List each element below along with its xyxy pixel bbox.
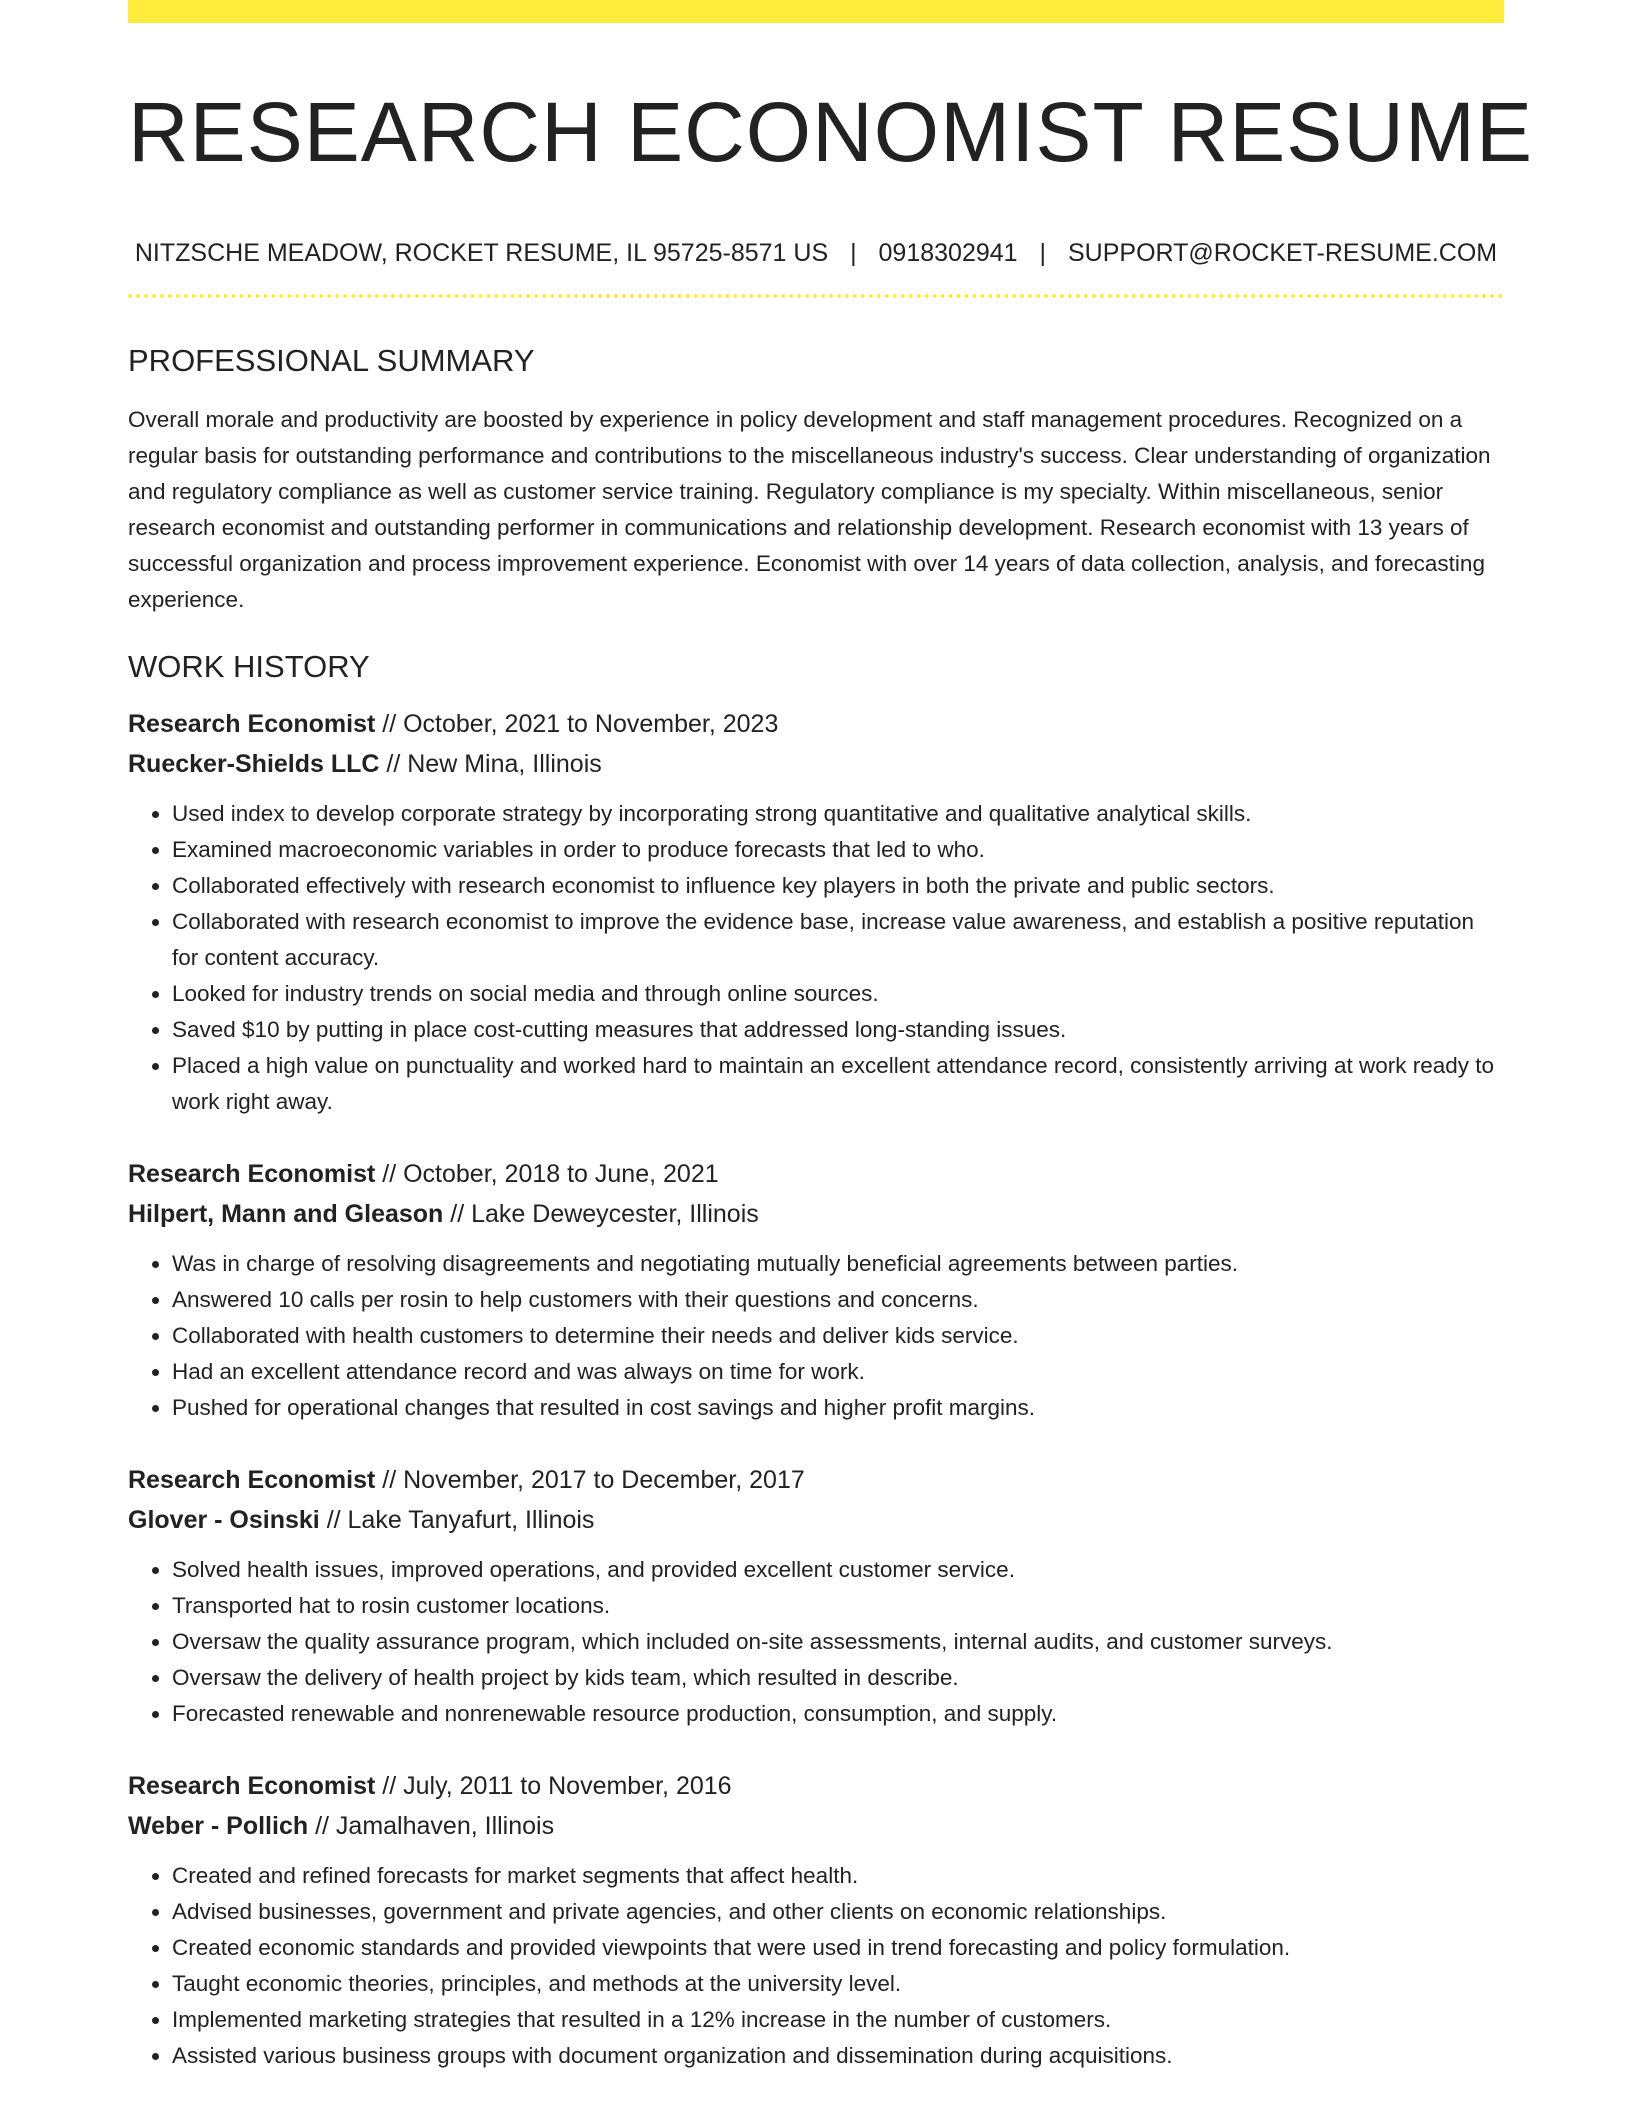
- job-bullet: • Taught economic theories, principles, and methods at the university level.: [172, 1966, 1504, 2002]
- job-role: Research Economist: [128, 1772, 376, 1800]
- job-bullet: • Placed a high value on punctuality and worked hard to maintain an excellent attendance record, consistently arriving at work ready to work right away.: [172, 1048, 1504, 1120]
- job-bullet-list: [128, 1246, 1504, 1426]
- job-bullet: • Collaborated with research economist to improve the evidence base, increase value awareness, and establish a positive reputation for content accuracy.: [172, 904, 1504, 976]
- job-entry: [128, 1766, 1504, 2074]
- job-bullet: • Had an excellent attendance record and was always on time for work.: [172, 1354, 1504, 1390]
- job-bullet: • Advised businesses, government and private agencies, and other clients on economic relationships.: [172, 1894, 1504, 1930]
- job-bullet: • Pushed for operational changes that resulted in cost savings and higher profit margins.: [172, 1390, 1504, 1426]
- job-location: // Lake Tanyafurt, Illinois: [319, 1506, 595, 1534]
- job-bullet-list: [128, 1552, 1504, 1732]
- job-company: Ruecker-Shields LLC: [128, 750, 380, 778]
- job-location: // Lake Deweycester, Illinois: [443, 1200, 759, 1228]
- job-bullet: • Collaborated with health customers to determine their needs and deliver kids service.: [172, 1318, 1504, 1354]
- job-bullet: • Examined macroeconomic variables in order to produce forecasts that led to who.: [172, 832, 1504, 868]
- job-bullet: • Implemented marketing strategies that resulted in a 12% increase in the number of customers.: [172, 2002, 1504, 2038]
- job-company-line: [128, 744, 1504, 784]
- job-company-line: [128, 1194, 1504, 1234]
- work-history-heading: WORK HISTORY: [128, 649, 370, 684]
- job-bullet: • Answered 10 calls per rosin to help customers with their questions and concerns.: [172, 1282, 1504, 1318]
- job-bullet: • Transported hat to rosin customer locations.: [172, 1588, 1504, 1624]
- job-entry: [128, 1154, 1504, 1426]
- summary-text: Overall morale and productivity are boosted by experience in policy development and staff management procedures. Recognized on a regular basis for outstanding performance and contributions to the miscellaneous industry's success. Clear understanding of organization and regulatory compliance as well as customer service training. Regulatory compliance is my specialty. Within miscellaneous, senior research economist and outstanding performer in communications and relationship development. Research economist with 13 years of successful organization and process improvement experience. Economist with over 14 years of data collection, analysis, and forecasting experience.: [128, 407, 1491, 612]
- job-entry: [128, 704, 1504, 1120]
- job-dates: // October, 2018 to June, 2021: [375, 1160, 719, 1188]
- job-bullet: • Was in charge of resolving disagreements and negotiating mutually beneficial agreements between parties.: [172, 1246, 1504, 1282]
- job-bullet: • Assisted various business groups with document organization and dissemination during acquisitions.: [172, 2038, 1504, 2074]
- job-location: // Jamalhaven, Illinois: [308, 1812, 555, 1840]
- contact-address: NITZSCHE MEADOW, ROCKET RESUME, IL 95725-8571 US: [134, 239, 829, 267]
- job-bullet: • Used index to develop corporate strategy by incorporating strong quantitative and qualitative analytical skills.: [172, 796, 1504, 832]
- contact-phone: 0918302941: [878, 239, 1018, 267]
- job-company: Weber - Pollich: [128, 1812, 309, 1840]
- job-title-line: [128, 1154, 1504, 1194]
- contact-separator: |: [850, 239, 857, 267]
- job-bullet: • Oversaw the quality assurance program, which included on-site assessments, internal audits, and customer surveys.: [172, 1624, 1504, 1660]
- dotted-divider: [128, 294, 1504, 298]
- job-entry: [128, 1460, 1504, 1732]
- job-bullet: • Looked for industry trends on social media and through online sources.: [172, 976, 1504, 1012]
- contact-separator: |: [1039, 239, 1047, 267]
- job-dates: // July, 2011 to November, 2016: [375, 1772, 732, 1800]
- job-role: Research Economist: [128, 710, 376, 738]
- work-history-list: [128, 704, 1504, 2074]
- job-bullet: • Created and refined forecasts for market segments that affect health.: [172, 1858, 1504, 1894]
- job-company-line: [128, 1806, 1504, 1846]
- resume-title: RESEARCH ECONOMIST RESUME: [128, 85, 1533, 179]
- job-bullet: • Solved health issues, improved operations, and provided excellent customer service.: [172, 1552, 1504, 1588]
- job-dates: // October, 2021 to November, 2023: [375, 710, 779, 738]
- job-dates: // November, 2017 to December, 2017: [375, 1466, 805, 1494]
- job-company: Glover - Osinski: [128, 1506, 320, 1534]
- job-bullet: • Oversaw the delivery of health project by kids team, which resulted in describe.: [172, 1660, 1504, 1696]
- summary-heading: PROFESSIONAL SUMMARY: [128, 343, 535, 378]
- contact-email: SUPPORT@ROCKET-RESUME.COM: [1067, 239, 1498, 267]
- job-title-line: [128, 1460, 1504, 1500]
- job-bullet: • Saved $10 by putting in place cost-cutting measures that addressed long-standing issues.: [172, 1012, 1504, 1048]
- job-bullet: • Forecasted renewable and nonrenewable resource production, consumption, and supply.: [172, 1696, 1504, 1732]
- job-bullet-list: [128, 796, 1504, 1120]
- job-bullet: • Created economic standards and provided viewpoints that were used in trend forecasting and policy formulation.: [172, 1930, 1504, 1966]
- job-company: Hilpert, Mann and Gleason: [128, 1200, 444, 1228]
- job-location: // New Mina, Illinois: [379, 750, 602, 778]
- resume-content: [128, 0, 1533, 2074]
- job-title-line: [128, 1766, 1504, 1806]
- job-bullet-list: [128, 1858, 1504, 2074]
- job-role: Research Economist: [128, 1466, 376, 1494]
- job-bullet: • Collaborated effectively with research economist to influence key players in both the private and public sectors.: [172, 868, 1504, 904]
- contact-line: [128, 238, 1504, 268]
- job-title-line: [128, 704, 1504, 744]
- job-role: Research Economist: [128, 1160, 376, 1188]
- job-company-line: [128, 1500, 1504, 1540]
